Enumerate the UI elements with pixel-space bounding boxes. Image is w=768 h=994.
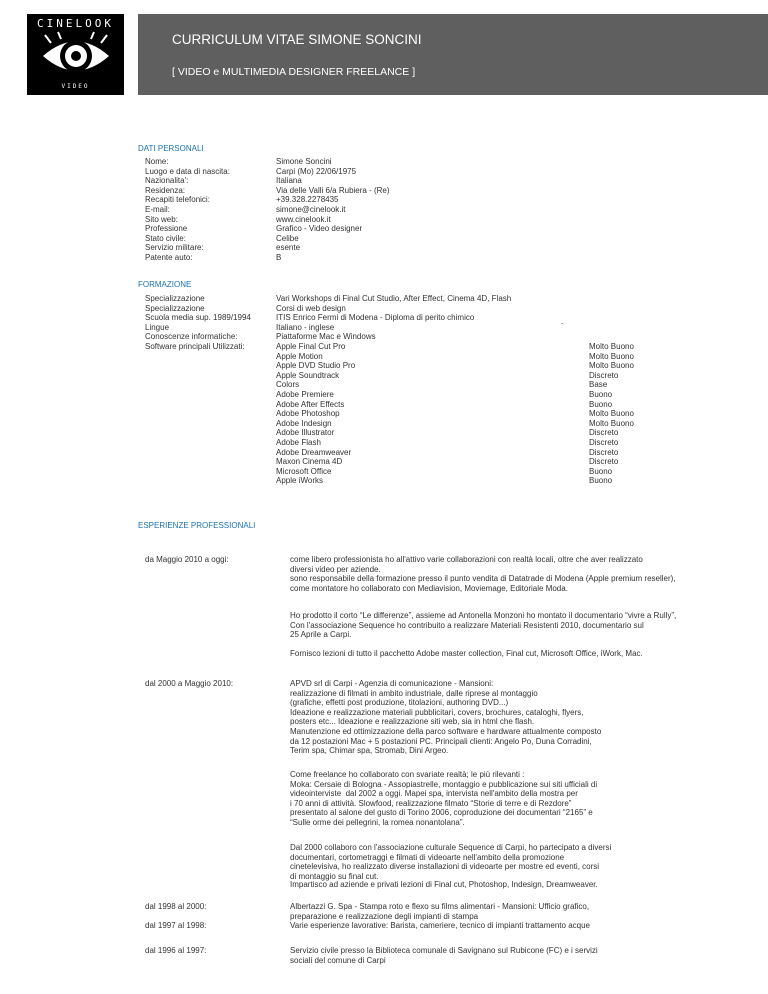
experience-paragraph: Impartisco ad aziende e privati lezioni di Final cut, Photoshop, Indesign, Dreamweaver. [290,880,598,889]
software-name: Apple iWorks [276,476,323,486]
software-name: Adobe Premiere [276,390,334,399]
software-level: Buono [589,399,613,409]
software-name: Apple Motion [276,351,323,361]
experience-paragraph: Dal 2000 collaboro con l'associazione culturale Sequence di Carpi, ho partecipato a diversi documentari, cortometraggi e filmati di videoarte nell'ambito della promozione cinetelevisiva, ho realizzato diverse installazioni di videoarte per mostre ed eventi, corsi di montaggio su final cut. [290,843,612,881]
personal-label: Professione [145,224,188,234]
experience-paragraph: Ho prodotto il corto “Le differenze”, assieme ad Antonella Monzoni ho montato il documentario “vivre a Rully”, Con l'associazione Sequence ho contribuito a realizzare Materiali Resistenti 2010, documentario sul 25 Aprile a Carpi. [290,611,677,640]
experience-date: dal 2000 a Maggio 2010: [145,679,234,688]
personal-label: Nazionalita': [145,176,189,186]
software-name: Colors [276,380,300,390]
personal-label: Stato civile: [145,233,186,243]
header-band [138,14,768,95]
software-name: Apple Soundtrack [276,370,340,380]
personal-value: simone@cinelook.it [276,205,346,214]
software-level: Buono [589,466,613,476]
personal-label: Patente auto: [145,253,193,262]
software-name: Adobe After Effects [276,399,345,409]
software-level: Discreto [589,428,619,438]
experience-date: da Maggio 2010 a oggi: [145,555,229,564]
experience-date: dal 1997 al 1998: [145,921,207,930]
experience-paragraph: APVD srl di Carpi - Agenzia di comunicazione - Mansioni: realizzazione di filmati in ambito industriale, dalle riprese al montaggio (grafiche, effetti post produzione, titolazioni, authoring DVD...) Ideazione e realizzazione materiali pubblicitari, covers, brochures, cataloghi, flyers, posters etc... Ideazione e realizzazione siti web, sia in html che flash. Manutenzione ed ottimizzazione della parco software e hardware attualmente composto da 12 postazioni Mac + 5 postazioni PC. Principali clienti: Angelo Po, Duna Corradini, Terim spa, Chimar spa, Stromab, Dini Argeo. [290,679,602,756]
education-value: Corsi di web design [276,303,346,313]
section-heading-personal: DATI PERSONALI [138,144,204,153]
personal-value: esente [276,243,301,253]
education-value: Vari Workshops di Final Cut Studio, After Effect, Cinema 4D, Flash [276,294,512,303]
personal-value: Carpi (Mo) 22/06/1975 [276,166,357,176]
software-level: Molto Buono [589,342,634,351]
education-label: Software principali Utilizzati: [145,342,245,351]
software-name: Maxon Cinema 4D [276,457,343,467]
personal-value: Celibe [276,233,299,243]
experience-paragraph: come libero professionista ho all'attivo varie collaborazioni con realtà locali, oltre che aver realizzato diversi video per aziende. sono responsabile della formazione presso il punto vendita di Datatrade di Modena (Apple premium reseller), come montatore ho collaborato con Mediavision, Moviemage, Editoriale Moda. [290,555,676,593]
education-label: Specializzazione [145,294,205,303]
software-name: Apple DVD Studio Pro [276,361,356,371]
personal-label: Residenza: [145,185,186,195]
personal-value: www.cinelook.it [276,214,331,224]
software-level: Discreto [589,447,619,457]
personal-label: Servizio militare: [145,243,204,253]
education-label: Conoscenze informatiche: [145,332,238,342]
personal-value: Simone Soncini [276,157,332,166]
software-name: Adobe Dreamweaver [276,447,352,457]
software-level: Discreto [589,438,619,447]
experience-paragraph: Come freelance ho collaborato con svariate realtà; le più rilevanti : Moka: Cersaie di Bologna - Assopiastrelle, montaggio e pubblicazione sui siti ufficiali di videointerviste dal 2002 a oggi. Mapei spa, intervista nell'ambito della mostra per i 70 anni di attività. Slowfood, realizzazione filmato “Storie di terre e di Rezdore” presentato al salone del gusto di Torino 2006, coproduzione dei documentari “2165” e “Sulle orme dei pellegrini, la romea nonantolana”. [290,770,598,827]
education-label: Scuola media sup. 1989/1994 [145,313,251,323]
personal-label: Sito web: [145,214,178,224]
personal-label: E-mail: [145,205,170,214]
software-level: Discreto [589,370,619,380]
software-name: Adobe Photoshop [276,409,340,419]
software-level: Base [589,380,608,390]
software-level: Molto Buono [589,418,634,428]
page-title: CURRICULUM VITAE SIMONE SONCINI [172,32,422,47]
logo-brand: CINELOOK [37,17,114,30]
personal-label: Recapiti telefonici: [145,195,210,205]
software-name: Adobe Illustrator [276,428,335,438]
software-name: Apple Final Cut Pro [276,342,346,351]
experience-date: dal 1996 al 1997: [145,946,207,955]
software-name: Adobe Indesign [276,418,332,428]
personal-value: B [276,253,282,262]
experience-paragraph: Servizio civile presso la Biblioteca comunale di Savignano sul Rubicone (FC) e i servizi sociali del comune di Carpi [290,946,598,965]
experience-date: dal 1998 al 2000: [145,902,207,911]
software-level: Molto Buono [589,351,634,361]
cinelook-logo [27,14,124,95]
education-value: Piattaforme Mac e Windows [276,332,376,342]
software-level: Molto Buono [589,361,634,371]
education-value: Italiano - inglese [276,322,335,332]
education-value: ITIS Enrico Fermi di Modena - Diploma di perito chimico [276,313,475,323]
software-level: Discreto [589,457,619,467]
experience-paragraph: Fornisco lezioni di tutto il pacchetto Adobe master collection, Final cut, Microsoft Office, iWork, Mac. [290,649,643,658]
education-label: Specializzazione [145,303,205,313]
personal-value: +39.328.2278435 [276,195,339,205]
software-name: Microsoft Office [276,466,332,476]
software-name: Adobe Flash [276,438,321,447]
eye-logo-icon [41,31,111,81]
personal-value: Italiana [276,176,302,186]
personal-label: Luogo e data di nascita: [145,166,230,176]
section-heading-experience: ESPERIENZE PROFESSIONALI [138,521,256,530]
experience-paragraph: Albertazzi G. Spa - Stampa roto e flexo su films alimentari - Mansioni: Ufficio grafico, preparazione e realizzazione degli impianti di stampa Varie esperienze lavorative: Barista, cameriere, tecnico di impianti trattamento acque [290,902,590,931]
section-heading-education: FORMAZIONE [138,280,192,289]
software-level: Buono [589,476,613,486]
personal-value: Grafico - Video designer [276,224,363,234]
page-subtitle: [ VIDEO e MULTIMEDIA DESIGNER FREELANCE ] [172,66,416,78]
software-level: Buono [589,390,613,399]
stray-dot: . [561,317,564,326]
personal-label: Nome: [145,157,169,166]
education-label: Lingue [145,322,170,332]
logo-sub: VIDEO [61,83,90,90]
software-level: Molto Buono [589,409,634,419]
personal-value: Via delle Valli 6/a Rubiera - (Re) [276,185,390,195]
